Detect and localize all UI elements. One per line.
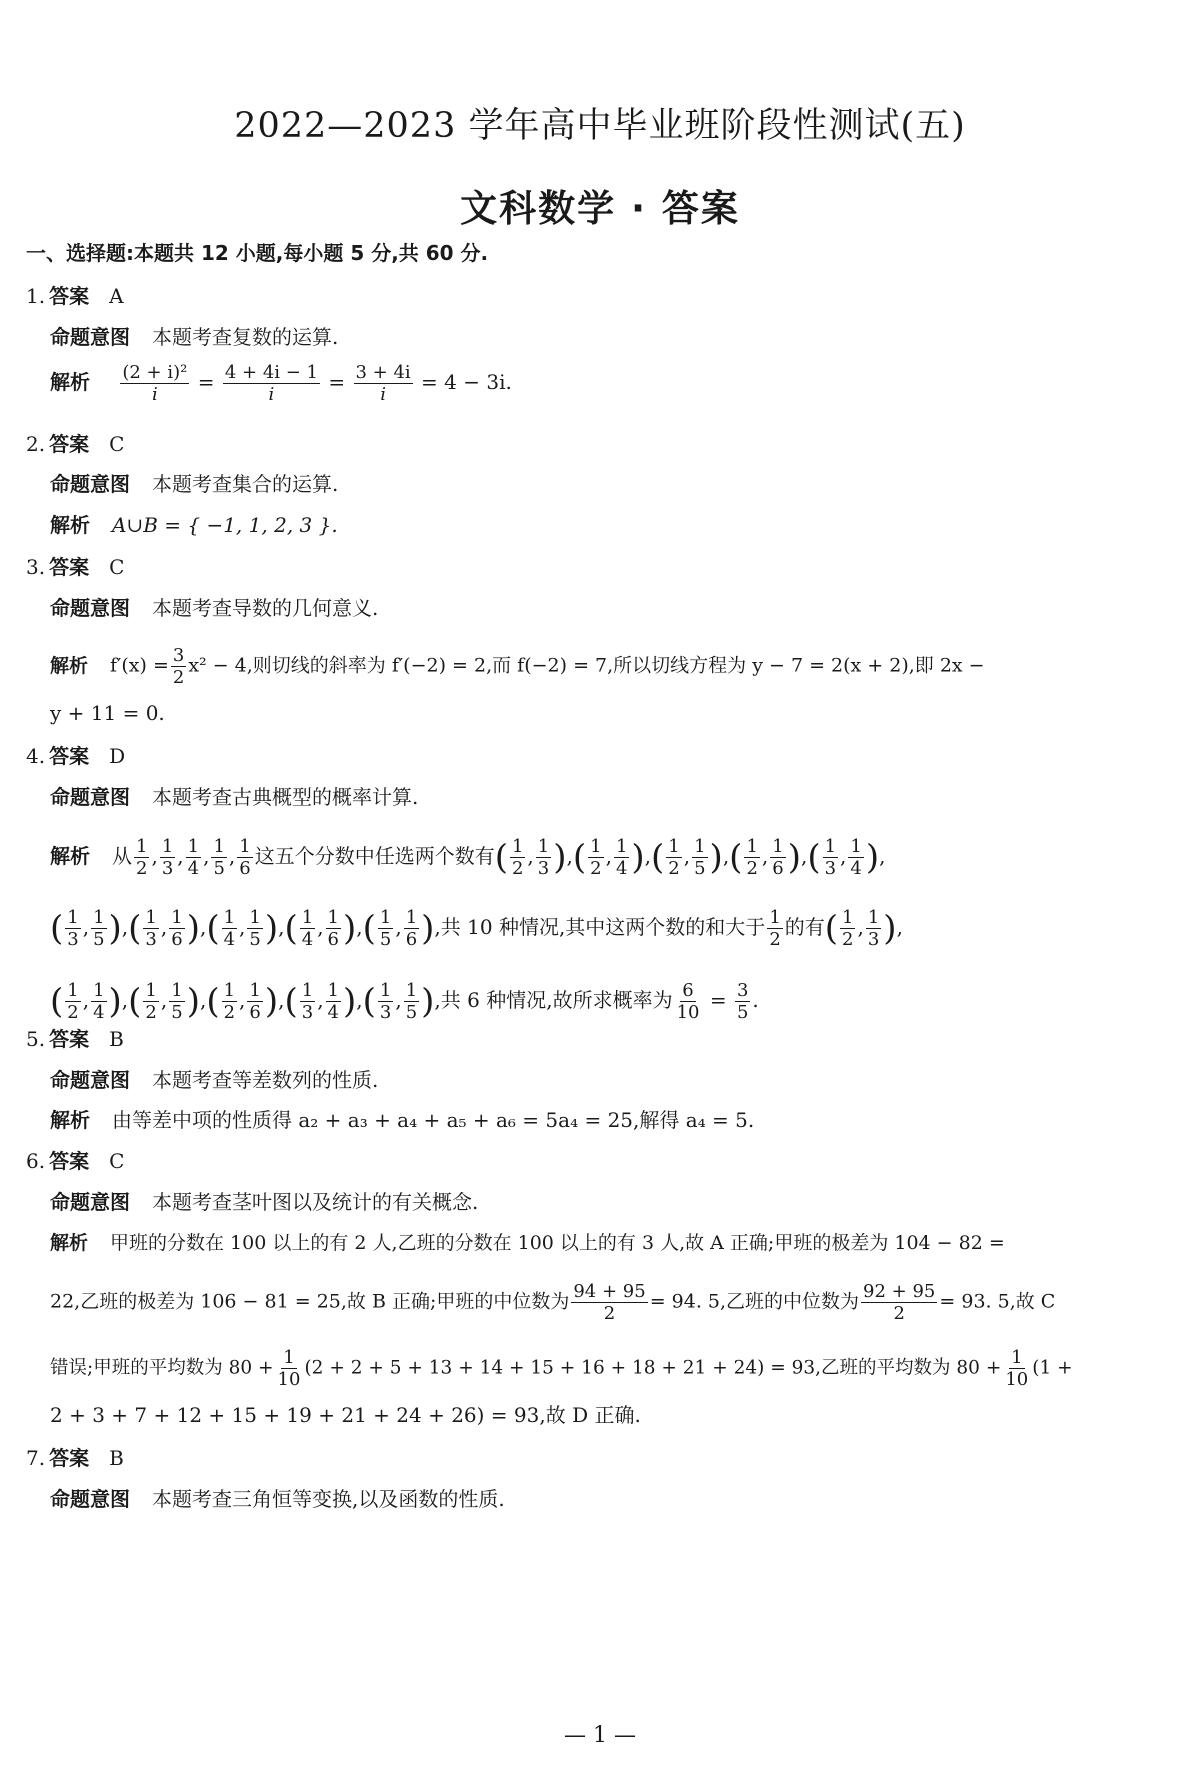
q1-analysis-line: 解析 $\frac{\text{(2 + i)²}}{i}$ = $\frac{4 + 4i - 1}{i}$ = $\frac{3 + 4i}{i}$ = 4 − 3i. [50, 362, 512, 405]
q4-analysis-label: 解析 [50, 844, 90, 868]
q6-intent: 本题考查茎叶图以及统计的有关概念. [152, 1190, 479, 1214]
q4-analysis-line-2: ( $\frac{1}{3}$ , $\frac{1}{5}$ ),( $\frac{1}{3}$ , $\frac{1}{6}$ ),( $\frac{1}{4}$ , $\frac{1}{5}$ ),( $\frac{1}{4}$ , $\frac{1}{6}$ ),( $\frac{1}{5}$ , $\frac{1}{6}$ ),共 10 种情况,其中这两个数的和大于 $\frac{1}{2}$ 的有( $\frac{1}{2}$ , $\frac{1}{3}$ ), [50, 907, 903, 950]
q5-answer: B [109, 1027, 124, 1051]
q2-intent-line [50, 469, 338, 499]
q6-line2-end: = 93. 5,故 C [939, 1290, 1056, 1313]
q7-answer-line [26, 1443, 124, 1473]
q6-tenth-2: $\frac{1}{10}$ [1005, 1347, 1029, 1390]
q1-result: = 4 − 3i. [421, 370, 512, 394]
q6-analysis-line-2 [50, 1281, 1055, 1324]
q7-intent-line [50, 1484, 505, 1514]
q6-line2-mid: = 94. 5,乙班的中位数为 [649, 1290, 860, 1313]
q3-fraction: $\frac{3}{2}$ [172, 645, 185, 688]
q4-intent-line [50, 782, 418, 812]
q1-answer-label: 答案 [49, 284, 90, 308]
q3-answer-label: 答案 [49, 555, 90, 579]
q6-answer-label: 答案 [49, 1149, 90, 1173]
q3-analysis-cont: y + 11 = 0. [50, 701, 165, 725]
q1-analysis-label: 解析 [50, 370, 90, 394]
q5-number: 5. [26, 1027, 46, 1051]
page-title: 2022—2023 学年高中毕业班阶段性测试(五) [234, 106, 966, 146]
q4-analysis-line-3: ( $\frac{1}{2}$ , $\frac{1}{4}$ ),( $\frac{1}{2}$ , $\frac{1}{5}$ ),( $\frac{1}{2}$ , $\frac{1}{6}$ ),( $\frac{1}{3}$ , $\frac{1}{4}$ ),( $\frac{1}{3}$ , $\frac{1}{5}$ ),共 6 种情况,故所求概率为 $\frac{6}{10}$ = $\frac{3}{5}$ . [50, 980, 759, 1023]
q6-median-2: $\frac{92 + 95}{2}$ [863, 1281, 936, 1324]
q4-answer: D [109, 744, 126, 768]
q1-fraction-1: $\frac{\text{(2 + i)²}}{i}$ [122, 362, 188, 405]
q6-analysis-line-4: 2 + 3 + 7 + 12 + 15 + 19 + 21 + 24 + 26) = 93,故 D 正确. [50, 1403, 641, 1427]
q3-intent: 本题考查导数的几何意义. [152, 596, 379, 620]
q6-line3-pre: 错误;甲班的平均数为 80 + [50, 1357, 274, 1379]
q6-analysis-line-3 [50, 1347, 1073, 1390]
q3-analysis-pre: f′(x) = [110, 654, 169, 677]
q1-intent: 本题考查复数的运算. [152, 325, 339, 349]
q6-median-1: $\frac{94 + 95}{2}$ [573, 1281, 646, 1324]
q5-intent-label: 命题意图 [50, 1068, 130, 1092]
q7-number: 7. [26, 1446, 46, 1470]
q4-answer-line [26, 741, 125, 771]
q7-intent: 本题考查三角恒等变换,以及函数的性质. [152, 1487, 505, 1511]
q6-intent-label: 命题意图 [50, 1190, 130, 1214]
q4-mid-text: ,共 10 种情况,其中这两个数的和大于 [434, 915, 766, 939]
q4-analysis-mid: 这五个分数中任选两个数有 [254, 844, 495, 868]
q3-intent-label: 命题意图 [50, 596, 130, 620]
section-heading: 一、选择题:本题共 12 小题,每小题 5 分,共 60 分. [26, 241, 489, 265]
q6-number: 6. [26, 1149, 46, 1173]
q4-intent: 本题考查古典概型的概率计算. [152, 785, 419, 809]
q4-analysis-pre: 从 [112, 844, 132, 868]
q7-intent-label: 命题意图 [50, 1487, 130, 1511]
q2-answer-line [26, 429, 124, 459]
q5-intent: 本题考查等差数列的性质. [152, 1068, 379, 1092]
q2-analysis-line [50, 510, 338, 540]
q1-intent-label: 命题意图 [50, 325, 130, 349]
q3-analysis-label: 解析 [50, 654, 89, 677]
q3-intent-line [50, 593, 378, 623]
q6-tenth-1: $\frac{1}{10}$ [277, 1347, 301, 1390]
q6-answer: C [109, 1149, 125, 1173]
q3-analysis-post: x² − 4,则切线的斜率为 f′(−2) = 2,而 f(−2) = 7,所以切线方程为 y − 7 = 2(x + 2),即 2x − [188, 654, 985, 677]
q7-answer: B [109, 1446, 124, 1470]
q5-analysis-label: 解析 [50, 1108, 90, 1132]
q6-line1: 甲班的分数在 100 以上的有 2 人,乙班的分数在 100 以上的有 3 人,故 A 正确;甲班的极差为 104 − 82 = [110, 1232, 1005, 1254]
page-subtitle: 文科数学 · 答案 [460, 187, 740, 230]
q2-answer: C [109, 432, 125, 456]
q6-answer-line [26, 1146, 124, 1176]
q4-answer-label: 答案 [49, 744, 90, 768]
q6-line2-pre: 22,乙班的极差为 106 − 81 = 25,故 B 正确;甲班的中位数为 [50, 1290, 570, 1313]
q6-intent-line [50, 1187, 478, 1217]
q7-answer-label: 答案 [49, 1446, 90, 1470]
q2-analysis: A∪B = { −1, 1, 2, 3 }. [112, 513, 338, 537]
q5-answer-line [26, 1024, 124, 1054]
q4-intent-label: 命题意图 [50, 785, 130, 809]
q3-analysis-line [50, 645, 985, 688]
q1-answer-line [26, 281, 124, 311]
q5-intent-line [50, 1065, 378, 1095]
q4-prob-fraction: $\frac{6}{10}$ [676, 980, 700, 1023]
q1-fraction-3: $\frac{3 + 4i}{i}$ [355, 362, 411, 405]
q2-intent: 本题考查集合的运算. [152, 472, 339, 496]
q5-analysis: 由等差中项的性质得 a₂ + a₃ + a₄ + a₅ + a₆ = 5a₄ = 25,解得 a₄ = 5. [112, 1108, 755, 1132]
q3-answer: C [109, 555, 125, 579]
q1-number: 1. [26, 284, 46, 308]
q2-intent-label: 命题意图 [50, 472, 130, 496]
q2-number: 2. [26, 432, 46, 456]
q6-line3-end: (1 + [1032, 1357, 1073, 1379]
q4-number: 4. [26, 744, 46, 768]
q4-end-text: ,共 6 种情况,故所求概率为 [434, 988, 673, 1012]
page-number: — 1 — [564, 1723, 636, 1748]
q1-fraction-2: $\frac{4 + 4i - 1}{i}$ [224, 362, 319, 405]
q6-analysis-label: 解析 [50, 1232, 89, 1254]
q1-answer: A [109, 284, 124, 308]
q2-analysis-label: 解析 [50, 513, 90, 537]
q2-answer-label: 答案 [49, 432, 90, 456]
q5-analysis-line [50, 1105, 754, 1135]
q6-line3-mid: (2 + 2 + 5 + 13 + 14 + 15 + 16 + 18 + 21 + 24) = 93,乙班的平均数为 80 + [304, 1357, 1002, 1379]
q3-number: 3. [26, 555, 46, 579]
q6-analysis-line-1 [50, 1228, 1005, 1258]
q5-answer-label: 答案 [49, 1027, 90, 1051]
q4-half-suffix: 的有 [784, 915, 825, 939]
q4-prob-simplified: $\frac{3}{5}$ [736, 980, 749, 1023]
q1-intent-line [50, 322, 338, 352]
q4-analysis-line-1: 解析 从 $\frac{1}{2}$ , $\frac{1}{3}$ , $\frac{1}{4}$ , $\frac{1}{5}$ , $\frac{1}{6}$ 这五个分数中任选两个数有( $\frac{1}{2}$ , $\frac{1}{3}$ ),( $\frac{1}{2}$ , $\frac{1}{4}$ ),( $\frac{1}{2}$ , $\frac{1}{5}$ ),( $\frac{1}{2}$ , $\frac{1}{6}$ ),( $\frac{1}{3}$ , $\frac{1}{4}$ ), [50, 836, 886, 879]
q3-answer-line [26, 552, 124, 582]
